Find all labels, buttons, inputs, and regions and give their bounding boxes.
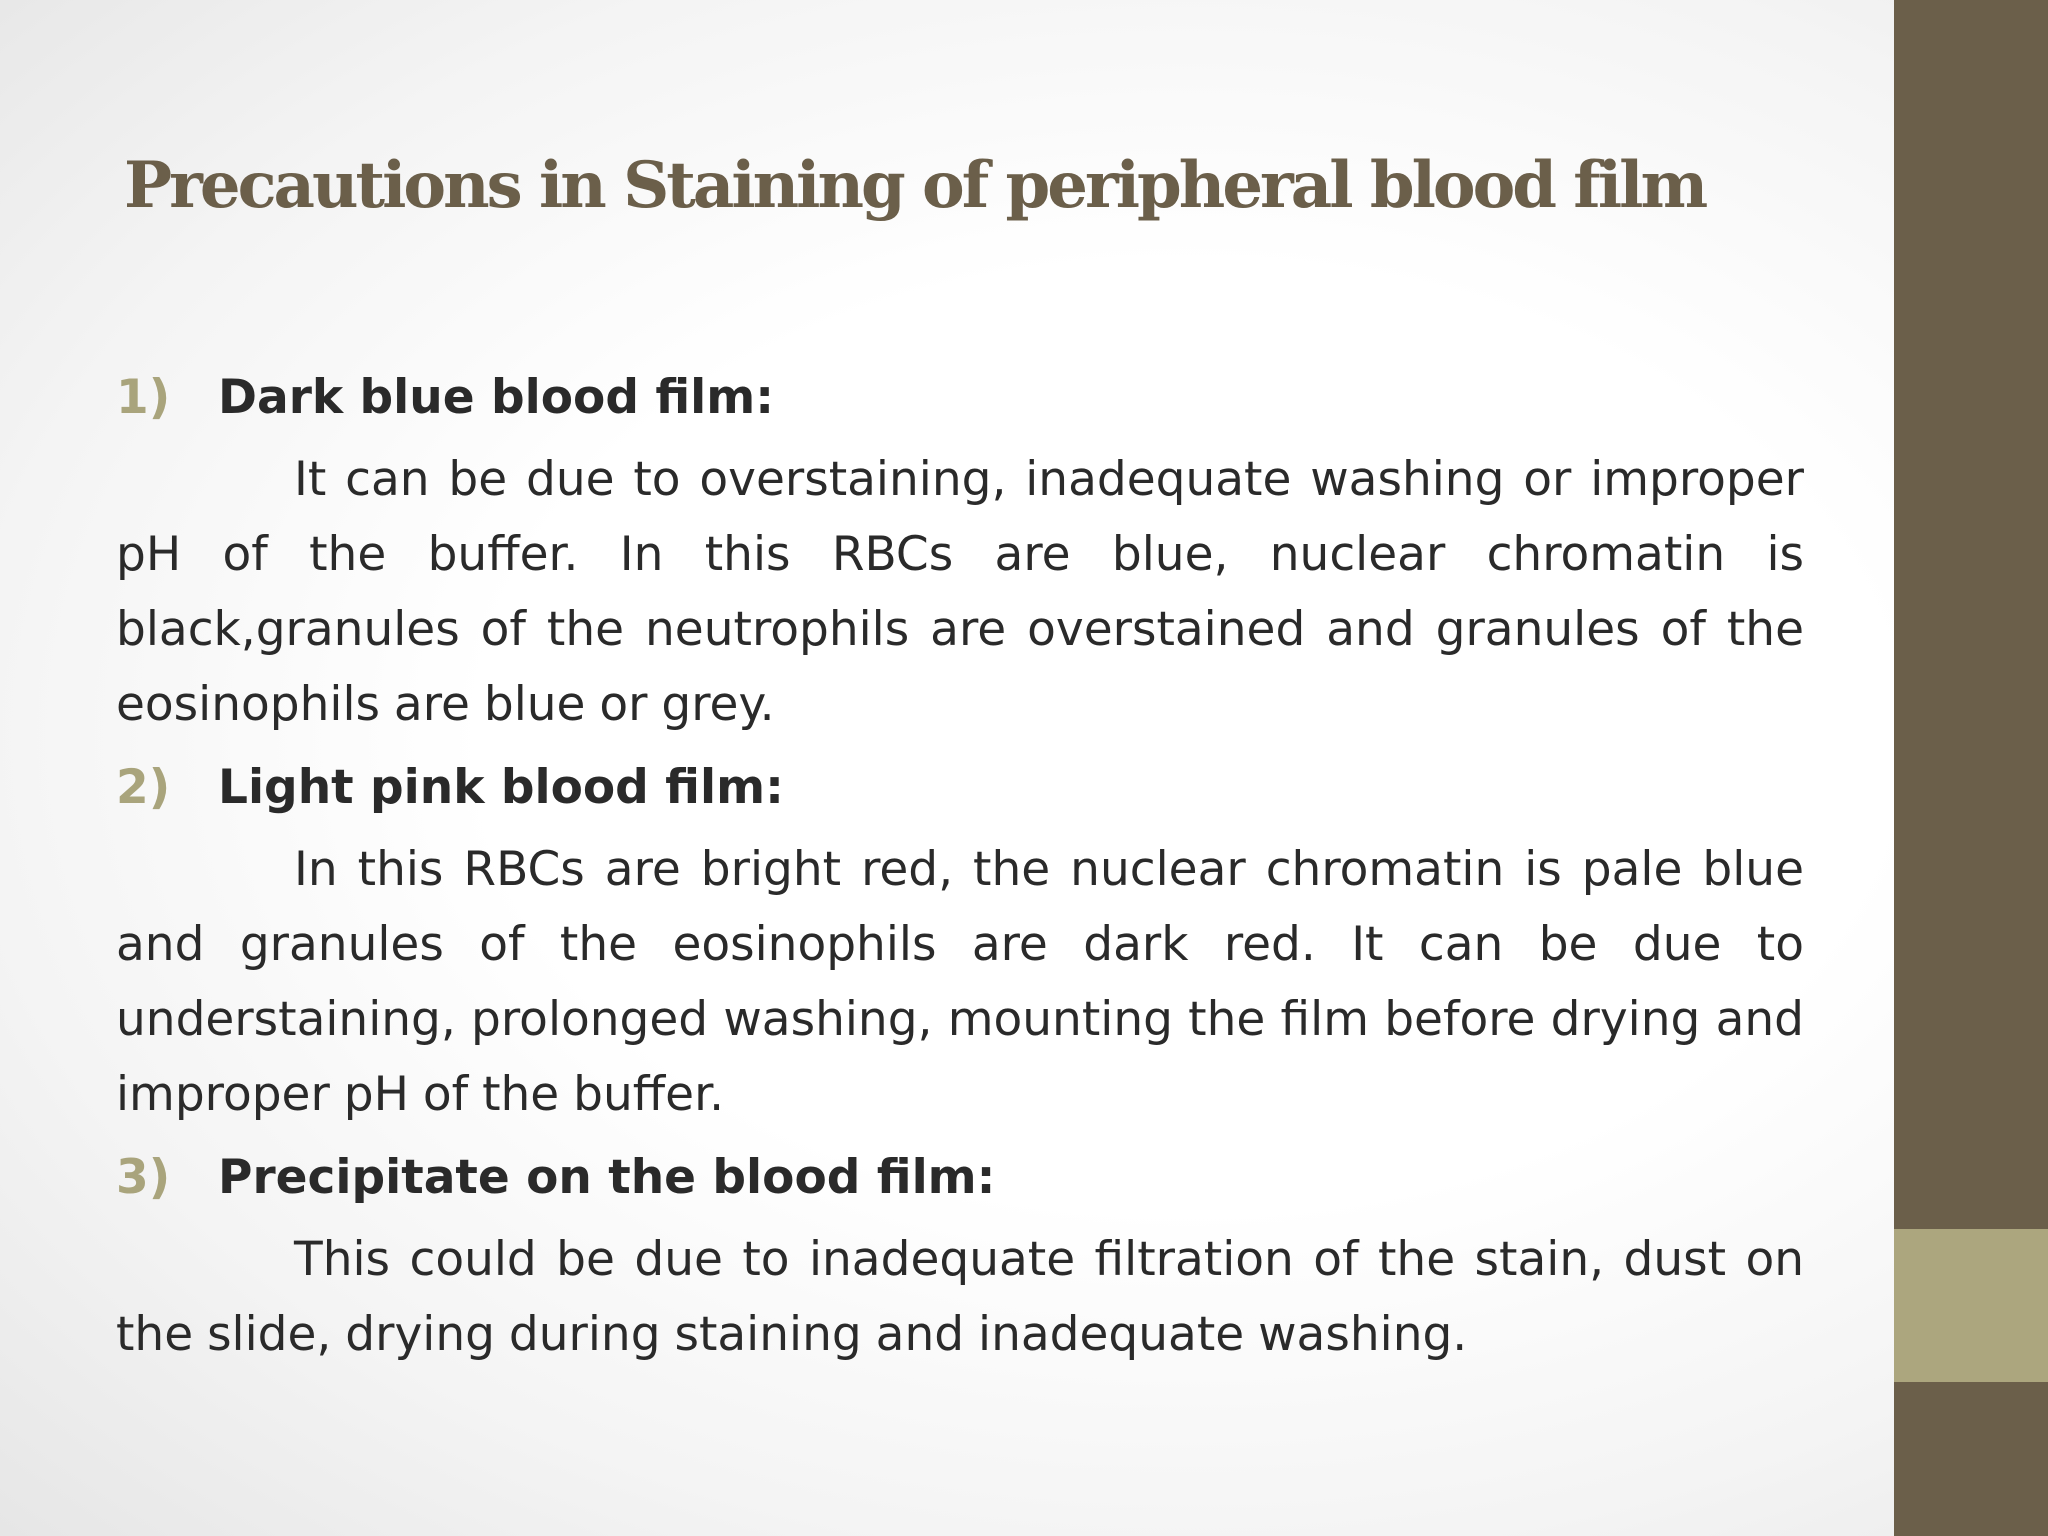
item-body-3: This could be due to inadequate filtration of the stain, dust on the slide, drying during staining and inadequate washing. — [116, 1232, 1804, 1362]
item-heading-text-3: Precipitate on the blood film: — [218, 1150, 996, 1205]
slide-content — [116, 362, 1804, 1382]
item-heading-1 — [116, 362, 1804, 434]
item-heading-text-1: Dark blue blood film: — [218, 370, 775, 425]
item-number-2: 2) — [116, 760, 171, 815]
item-heading-3 — [116, 1142, 1804, 1214]
item-heading-2 — [116, 752, 1804, 824]
side-accent-block — [1894, 1229, 2048, 1382]
slide-title: Precautions in Staining of peripheral blood film — [124, 148, 1706, 223]
item-body-1: It can be due to overstaining, inadequate washing or improper pH of the buffer. In this RBCs are blue, nuclear chromatin is black,granules of the neutrophils are overstained and granules of the eosinophils are blue or grey. — [116, 452, 1804, 732]
item-heading-text-2: Light pink blood film: — [218, 760, 784, 815]
item-number-3: 3) — [116, 1150, 171, 1205]
item-number-1: 1) — [116, 370, 171, 425]
item-body-2: In this RBCs are bright red, the nuclear chromatin is pale blue and granules of the eosinophils are dark red. It can be due to understaining, prolonged washing, mounting the film before drying and improper pH of the buffer. — [116, 842, 1804, 1122]
